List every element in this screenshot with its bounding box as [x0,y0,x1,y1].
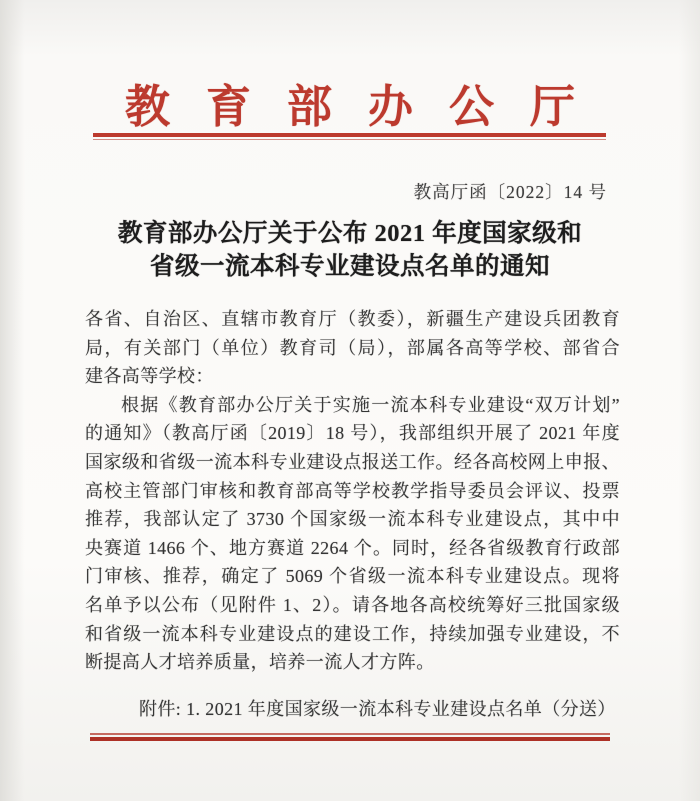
body-line: 和省级一流本科专业建设点的建设工作，持续加强专业建设，不 [85,623,620,644]
body-line: 高校主管部门审核和教育部高等学校教学指导委员会评议、投票 [85,480,620,501]
footer-rule [90,733,610,741]
addressee-line: 各省、自治区、直辖市教育厅（教委），新疆生产建设兵团教育 [85,309,620,329]
letterhead-rule-thin [93,139,606,140]
body-line: 断提高人才培养质量，培养一流人才方阵。 [85,652,435,673]
addressee-line: 局，有关部门（单位）教育司（局），部属各高等学校、部省合 [85,337,620,358]
body-line: 国家级和省级一流本科专业建设点报送工作。经各高校网上申报、 [85,451,620,472]
body-line: 名单予以公布（见附件 1、2）。请各地各高校统筹好三批国家级 [85,594,620,615]
letterhead-rule [93,133,606,140]
body-line: 央赛道 1466 个、地方赛道 2264 个。同时，经各省级教育行政部 [85,537,620,558]
letterhead-title: 教育部办公厅 [124,82,611,132]
notice-title-line1: 教育部办公厅关于公布 2021 年度国家级和 [117,220,583,247]
notice-body [85,305,620,723]
body-line: 的通知》（教高厅函〔2019〕18 号），我部组织开展了 2021 年度 [85,423,620,444]
notice-title-line2: 省级一流本科专业建设点名单的通知 [150,252,550,280]
attachment-line: 附件: 1. 2021 年度国家级一流本科专业建设点名单（分送） [139,698,616,719]
doc-number: 教高厅函〔2022〕14 号 [413,182,607,202]
footer-rule-thick [90,737,610,741]
body-line: 推荐，我部认定了 3730 个国家级一流本科专业建设点，其中中 [85,509,620,530]
body-line: 门审核、推荐，确定了 5069 个省级一流本科专业建设点。现将 [85,566,620,587]
body-line: 根据《教育部办公厅关于实施一流本科专业建设“双万计划” [121,394,620,415]
notice-title [40,218,660,283]
addressee-line: 建各高等学校： [85,366,214,387]
